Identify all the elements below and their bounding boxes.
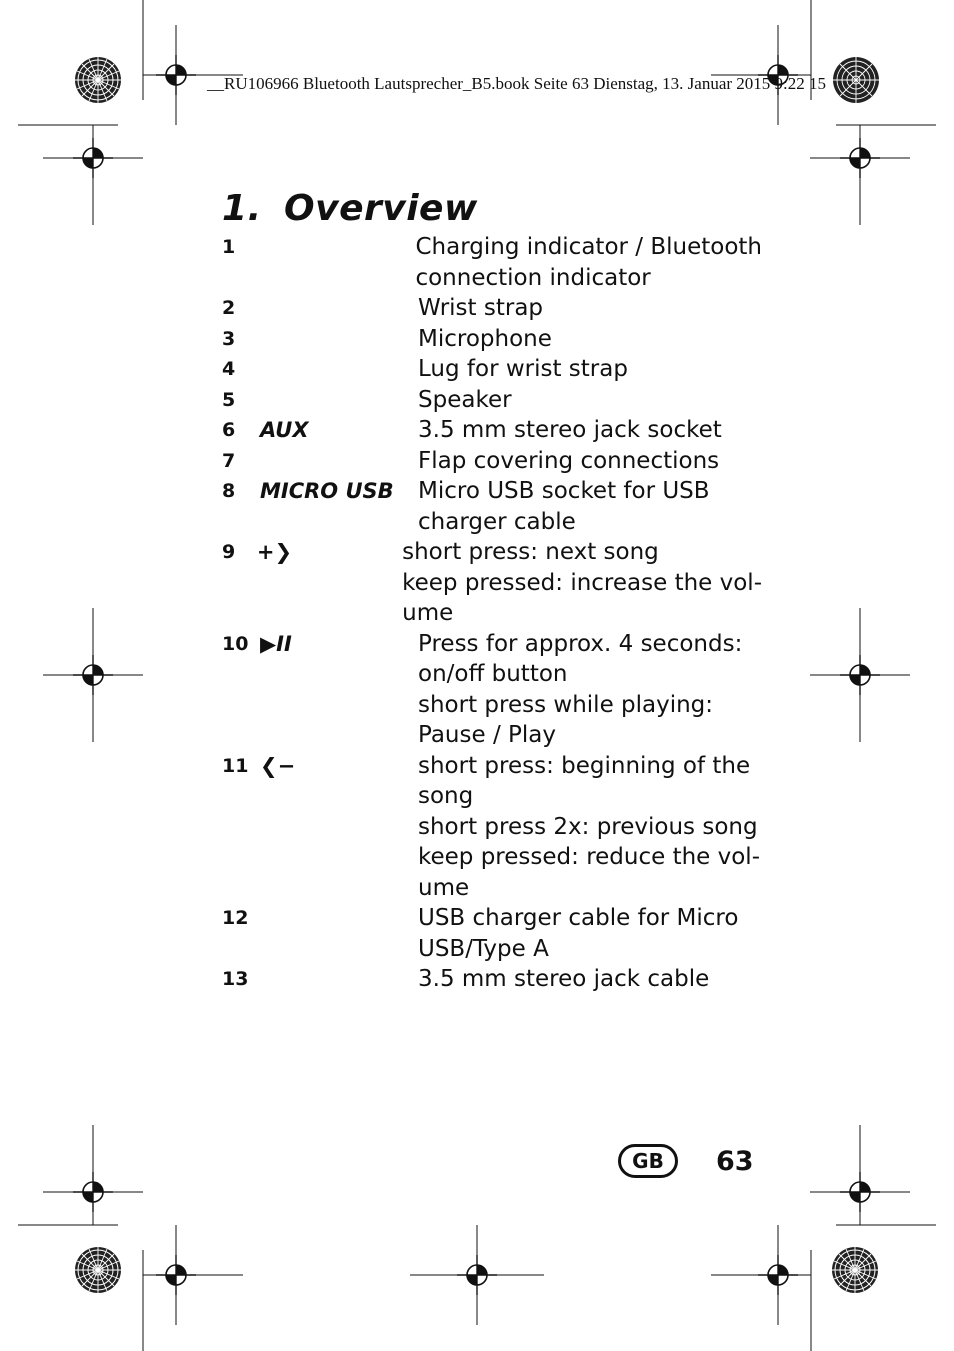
description-line: Charging indicator / Bluetooth [415, 234, 762, 260]
description-line: keep pressed: reduce the vol- [418, 844, 761, 870]
item-label: +❯ [256, 540, 293, 564]
item-number: 10 [222, 632, 249, 655]
list-item [222, 903, 762, 964]
item-number: 11 [222, 754, 249, 777]
list-item [222, 629, 762, 751]
description-line: 3.5 mm stereo jack cable [418, 966, 710, 992]
country-badge: GB [618, 1144, 678, 1178]
description-line: charger cable [418, 508, 576, 535]
description-line: ume [418, 874, 470, 901]
item-description [418, 293, 762, 324]
item-label: AUX [260, 418, 309, 442]
item-description [418, 476, 762, 537]
item-label: MICRO USB [260, 479, 394, 503]
list-item [222, 476, 762, 537]
description-line: Speaker [418, 386, 512, 413]
list-item [222, 232, 762, 293]
list-item [222, 964, 762, 995]
section-heading [222, 188, 478, 229]
description-line: song [418, 783, 474, 809]
page-number: 63 [716, 1145, 754, 1177]
list-item [222, 354, 762, 385]
item-number: 1 [222, 236, 236, 258]
item-description [418, 324, 762, 355]
description-line: on/off button [418, 661, 568, 687]
section-number: 1. [222, 188, 262, 229]
description-line: short press: next song [402, 539, 659, 565]
description-line: Wrist strap [418, 295, 544, 321]
item-description [418, 751, 762, 904]
description-line: short press 2x: previous song [418, 813, 758, 840]
description-line: short press: beginning of the [418, 752, 751, 779]
item-label: ❮− [260, 753, 296, 778]
description-line: Pause / Play [418, 722, 556, 748]
description-line: USB charger cable for Micro [418, 905, 739, 931]
item-label: ▶II [260, 631, 292, 656]
item-description [418, 629, 762, 751]
item-number: 12 [222, 907, 249, 929]
list-item [222, 293, 762, 324]
section-title: Overview [284, 188, 478, 229]
item-number: 5 [222, 388, 236, 411]
item-description [418, 964, 762, 995]
item-number: 6 [222, 419, 236, 441]
description-line: Lug for wrist strap [418, 356, 628, 382]
item-description [418, 446, 762, 477]
item-number: 3 [222, 327, 236, 350]
description-line: Micro USB socket for USB [418, 478, 710, 504]
list-item [222, 537, 762, 629]
print-slug-header: __RU106966 Bluetooth Lautsprecher_B5.book Seite 63 Dienstag, 13. Januar 2015 9:22 15 [207, 74, 826, 93]
item-description [418, 903, 762, 964]
description-line: USB/Type A [418, 935, 549, 962]
list-item [222, 446, 762, 477]
page-footer [618, 1144, 754, 1178]
list-item [222, 385, 762, 416]
description-line: 3.5 mm stereo jack socket [418, 417, 722, 443]
item-description [418, 385, 762, 416]
description-line: Flap covering connections [418, 447, 720, 474]
item-description [418, 415, 762, 446]
item-description [418, 354, 762, 385]
description-line: Press for approx. 4 seconds: [418, 630, 743, 657]
item-number: 2 [222, 297, 236, 319]
overview-list [222, 232, 762, 995]
list-item [222, 751, 762, 904]
list-item [222, 415, 762, 446]
description-line: connection indicator [415, 264, 651, 291]
color-wheel-icon [831, 55, 881, 105]
item-number: 9 [222, 541, 236, 563]
description-line: short press while playing: [418, 691, 714, 718]
item-number: 13 [222, 968, 249, 990]
item-description [402, 537, 762, 629]
description-line: ume [402, 600, 454, 626]
item-number: 7 [222, 449, 236, 472]
item-number: 8 [222, 480, 236, 502]
item-description [415, 232, 762, 293]
list-item [222, 324, 762, 355]
item-number: 4 [222, 358, 236, 380]
description-line: Microphone [418, 325, 552, 352]
description-line: keep pressed: increase the vol- [402, 569, 762, 596]
